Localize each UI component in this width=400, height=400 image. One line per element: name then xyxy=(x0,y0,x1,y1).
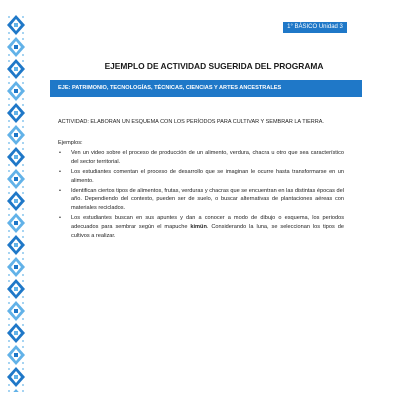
axis-heading-bar: EJE: PATRIMONIO, TECNOLOGÍAS, TÉCNICAS, CIENCIAS Y ARTES ANCESTRALES xyxy=(50,80,362,97)
bullet-icon: • xyxy=(59,187,61,194)
list-item xyxy=(58,168,344,186)
example-bold-term: kimün xyxy=(190,223,207,230)
pattern-motif xyxy=(7,345,25,365)
list-item xyxy=(58,214,344,240)
example-text-end: . Considerando la luna, se seleccionan los tipos de cultivos a realizar. xyxy=(71,223,344,239)
pattern-motif xyxy=(7,389,25,392)
pattern-motif xyxy=(7,169,25,189)
pattern-motif xyxy=(7,59,25,79)
pattern-motif xyxy=(7,323,25,343)
bullet-icon: • xyxy=(59,215,61,222)
bullet-icon: • xyxy=(59,168,61,175)
bullet-icon: • xyxy=(59,150,61,156)
grade-unit-badge: 1° BÁSICO Unidad 3 xyxy=(283,22,347,33)
pattern-motif xyxy=(7,367,25,387)
pattern-motif xyxy=(7,191,25,211)
pattern-motif xyxy=(7,147,25,167)
page-title: EJEMPLO DE ACTIVIDAD SUGERIDA DEL PROGRAMA xyxy=(104,61,324,71)
example-text xyxy=(71,215,344,239)
list-item xyxy=(58,187,344,213)
example-text-start: Los estudiantes buscan en sus apuntes y dan a conocer a modo de dibujo o esquema, los periodos adecuados para sembrar según el mapuche xyxy=(71,215,344,230)
pattern-motif xyxy=(7,37,25,57)
pattern-motif xyxy=(7,279,25,299)
examples-list xyxy=(58,149,344,242)
list-item xyxy=(58,149,344,167)
examples-label: Ejemplos: xyxy=(58,140,83,146)
pattern-motif xyxy=(7,81,25,101)
example-text: Ven un video sobre el proceso de producción de un alimento, verdura, chacra u otro que sea característico del sector territorial. xyxy=(71,150,344,165)
pattern-motif xyxy=(7,301,25,321)
pattern-motif xyxy=(7,15,25,35)
pattern-motif xyxy=(7,213,25,233)
pattern-motif xyxy=(7,103,25,123)
pattern-motif xyxy=(7,257,25,277)
pattern-motif xyxy=(7,125,25,145)
pattern-motif xyxy=(7,235,25,255)
example-text: Los estudiantes comentan el proceso de desarrollo que se imaginan le ocurre hasta transformarse en un alimento. xyxy=(71,168,344,184)
example-text: Identifican ciertos tipos de alimentos, frutas, verduras y chacras que se encuentran en las distintas épocas del año. Dependiendo del contexto, pueden ser de suelo, o buscar alternativas de plantaciones aéreas con materiales reciclados. xyxy=(71,187,344,212)
mapuche-pattern-border-icon xyxy=(6,14,26,392)
activity-title: ACTIVIDAD: ELABORAN UN ESQUEMA CON LOS PERÍODOS PARA CULTIVAR Y SEMBRAR LA TIERRA. xyxy=(58,119,324,125)
